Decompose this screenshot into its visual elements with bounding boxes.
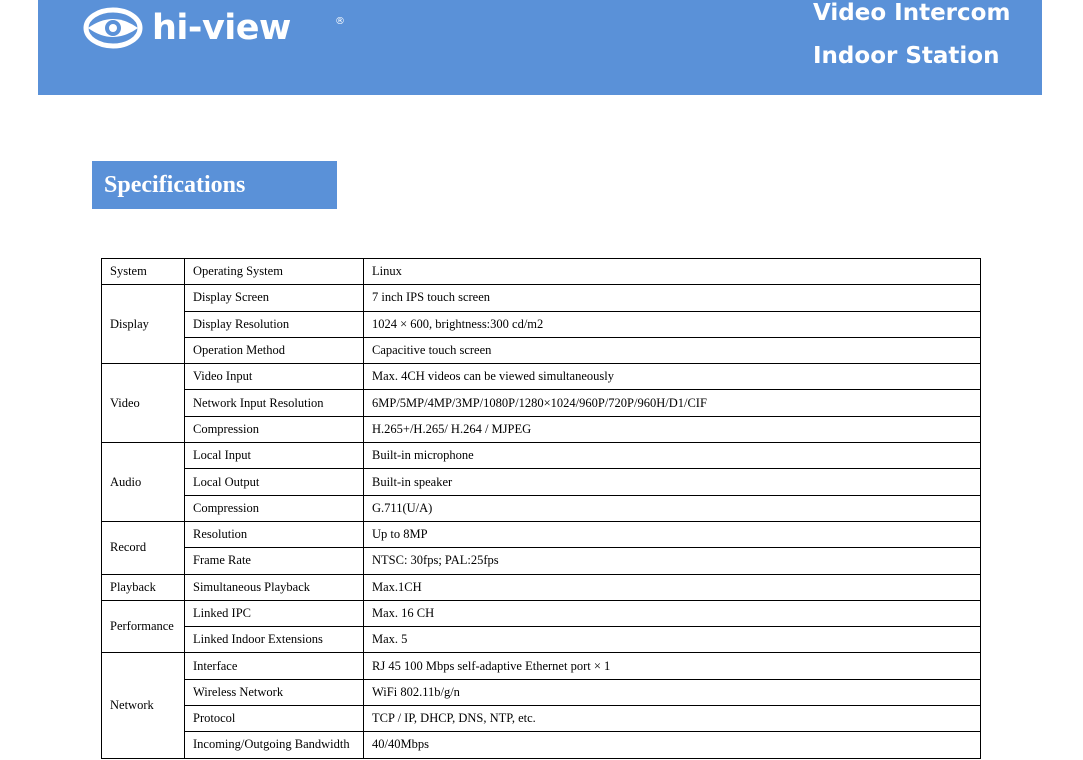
- spec-table: [101, 258, 981, 759]
- spec-item: Linked Indoor Extensions: [185, 627, 364, 653]
- spec-category: Display: [102, 285, 185, 364]
- table-row: [102, 732, 981, 758]
- table-row: [102, 600, 981, 626]
- spec-value: Max. 4CH videos can be viewed simultaneously: [364, 364, 981, 390]
- spec-item: Interface: [185, 653, 364, 679]
- table-row: [102, 364, 981, 390]
- spec-item: Protocol: [185, 706, 364, 732]
- spec-item: Linked IPC: [185, 600, 364, 626]
- spec-category: Playback: [102, 574, 185, 600]
- spec-item: Operating System: [185, 259, 364, 285]
- table-row: [102, 285, 981, 311]
- product-title-line1: Video Intercom: [813, 0, 1011, 26]
- spec-item: Display Screen: [185, 285, 364, 311]
- spec-value: H.265+/H.265/ H.264 / MJPEG: [364, 416, 981, 442]
- table-row: [102, 548, 981, 574]
- spec-item: Compression: [185, 495, 364, 521]
- spec-value: 7 inch IPS touch screen: [364, 285, 981, 311]
- spec-value: 1024 × 600, brightness:300 cd/m2: [364, 311, 981, 337]
- table-row: [102, 311, 981, 337]
- spec-category: Performance: [102, 600, 185, 653]
- spec-value: TCP / IP, DHCP, DNS, NTP, etc.: [364, 706, 981, 732]
- spec-item: Network Input Resolution: [185, 390, 364, 416]
- spec-category: Audio: [102, 443, 185, 522]
- spec-value: WiFi 802.11b/g/n: [364, 679, 981, 705]
- spec-item: Wireless Network: [185, 679, 364, 705]
- table-row: [102, 390, 981, 416]
- spec-value: G.711(U/A): [364, 495, 981, 521]
- table-row: [102, 416, 981, 442]
- spec-item: Incoming/Outgoing Bandwidth: [185, 732, 364, 758]
- spec-value: Max.1CH: [364, 574, 981, 600]
- spec-value: Max. 5: [364, 627, 981, 653]
- logo-text: hi-view: [152, 8, 291, 48]
- spec-category: Record: [102, 521, 185, 574]
- spec-value: Built-in speaker: [364, 469, 981, 495]
- spec-value: Max. 16 CH: [364, 600, 981, 626]
- spec-item: Simultaneous Playback: [185, 574, 364, 600]
- spec-value: Capacitive touch screen: [364, 337, 981, 363]
- spec-category: System: [102, 259, 185, 285]
- header-banner: [38, 0, 1042, 95]
- spec-item: Local Output: [185, 469, 364, 495]
- spec-item: Frame Rate: [185, 548, 364, 574]
- table-row: [102, 706, 981, 732]
- spec-item: Video Input: [185, 364, 364, 390]
- spec-value: NTSC: 30fps; PAL:25fps: [364, 548, 981, 574]
- spec-item: Display Resolution: [185, 311, 364, 337]
- product-title-line2: Indoor Station: [813, 43, 1000, 69]
- spec-item: Operation Method: [185, 337, 364, 363]
- spec-item: Compression: [185, 416, 364, 442]
- section-title: Specifications: [104, 172, 246, 198]
- table-row: [102, 259, 981, 285]
- spec-item: Resolution: [185, 521, 364, 547]
- spec-category: Video: [102, 364, 185, 443]
- brand-logo: [82, 6, 345, 56]
- section-header: [92, 161, 337, 209]
- spec-table-body: [102, 259, 981, 759]
- spec-value: 6MP/5MP/4MP/3MP/1080P/1280×1024/960P/720P/960H/D1/CIF: [364, 390, 981, 416]
- spec-category: Network: [102, 653, 185, 758]
- registered-mark: ®: [335, 16, 345, 27]
- spec-value: Built-in microphone: [364, 443, 981, 469]
- spec-value: Linux: [364, 259, 981, 285]
- spec-value: 40/40Mbps: [364, 732, 981, 758]
- spec-item: Local Input: [185, 443, 364, 469]
- table-row: [102, 495, 981, 521]
- table-row: [102, 443, 981, 469]
- eye-logo-icon: [82, 6, 144, 50]
- table-row: [102, 521, 981, 547]
- table-row: [102, 574, 981, 600]
- table-row: [102, 627, 981, 653]
- table-row: [102, 653, 981, 679]
- table-row: [102, 679, 981, 705]
- spec-value: Up to 8MP: [364, 521, 981, 547]
- spec-value: RJ 45 100 Mbps self-adaptive Ethernet port × 1: [364, 653, 981, 679]
- table-row: [102, 337, 981, 363]
- table-row: [102, 469, 981, 495]
